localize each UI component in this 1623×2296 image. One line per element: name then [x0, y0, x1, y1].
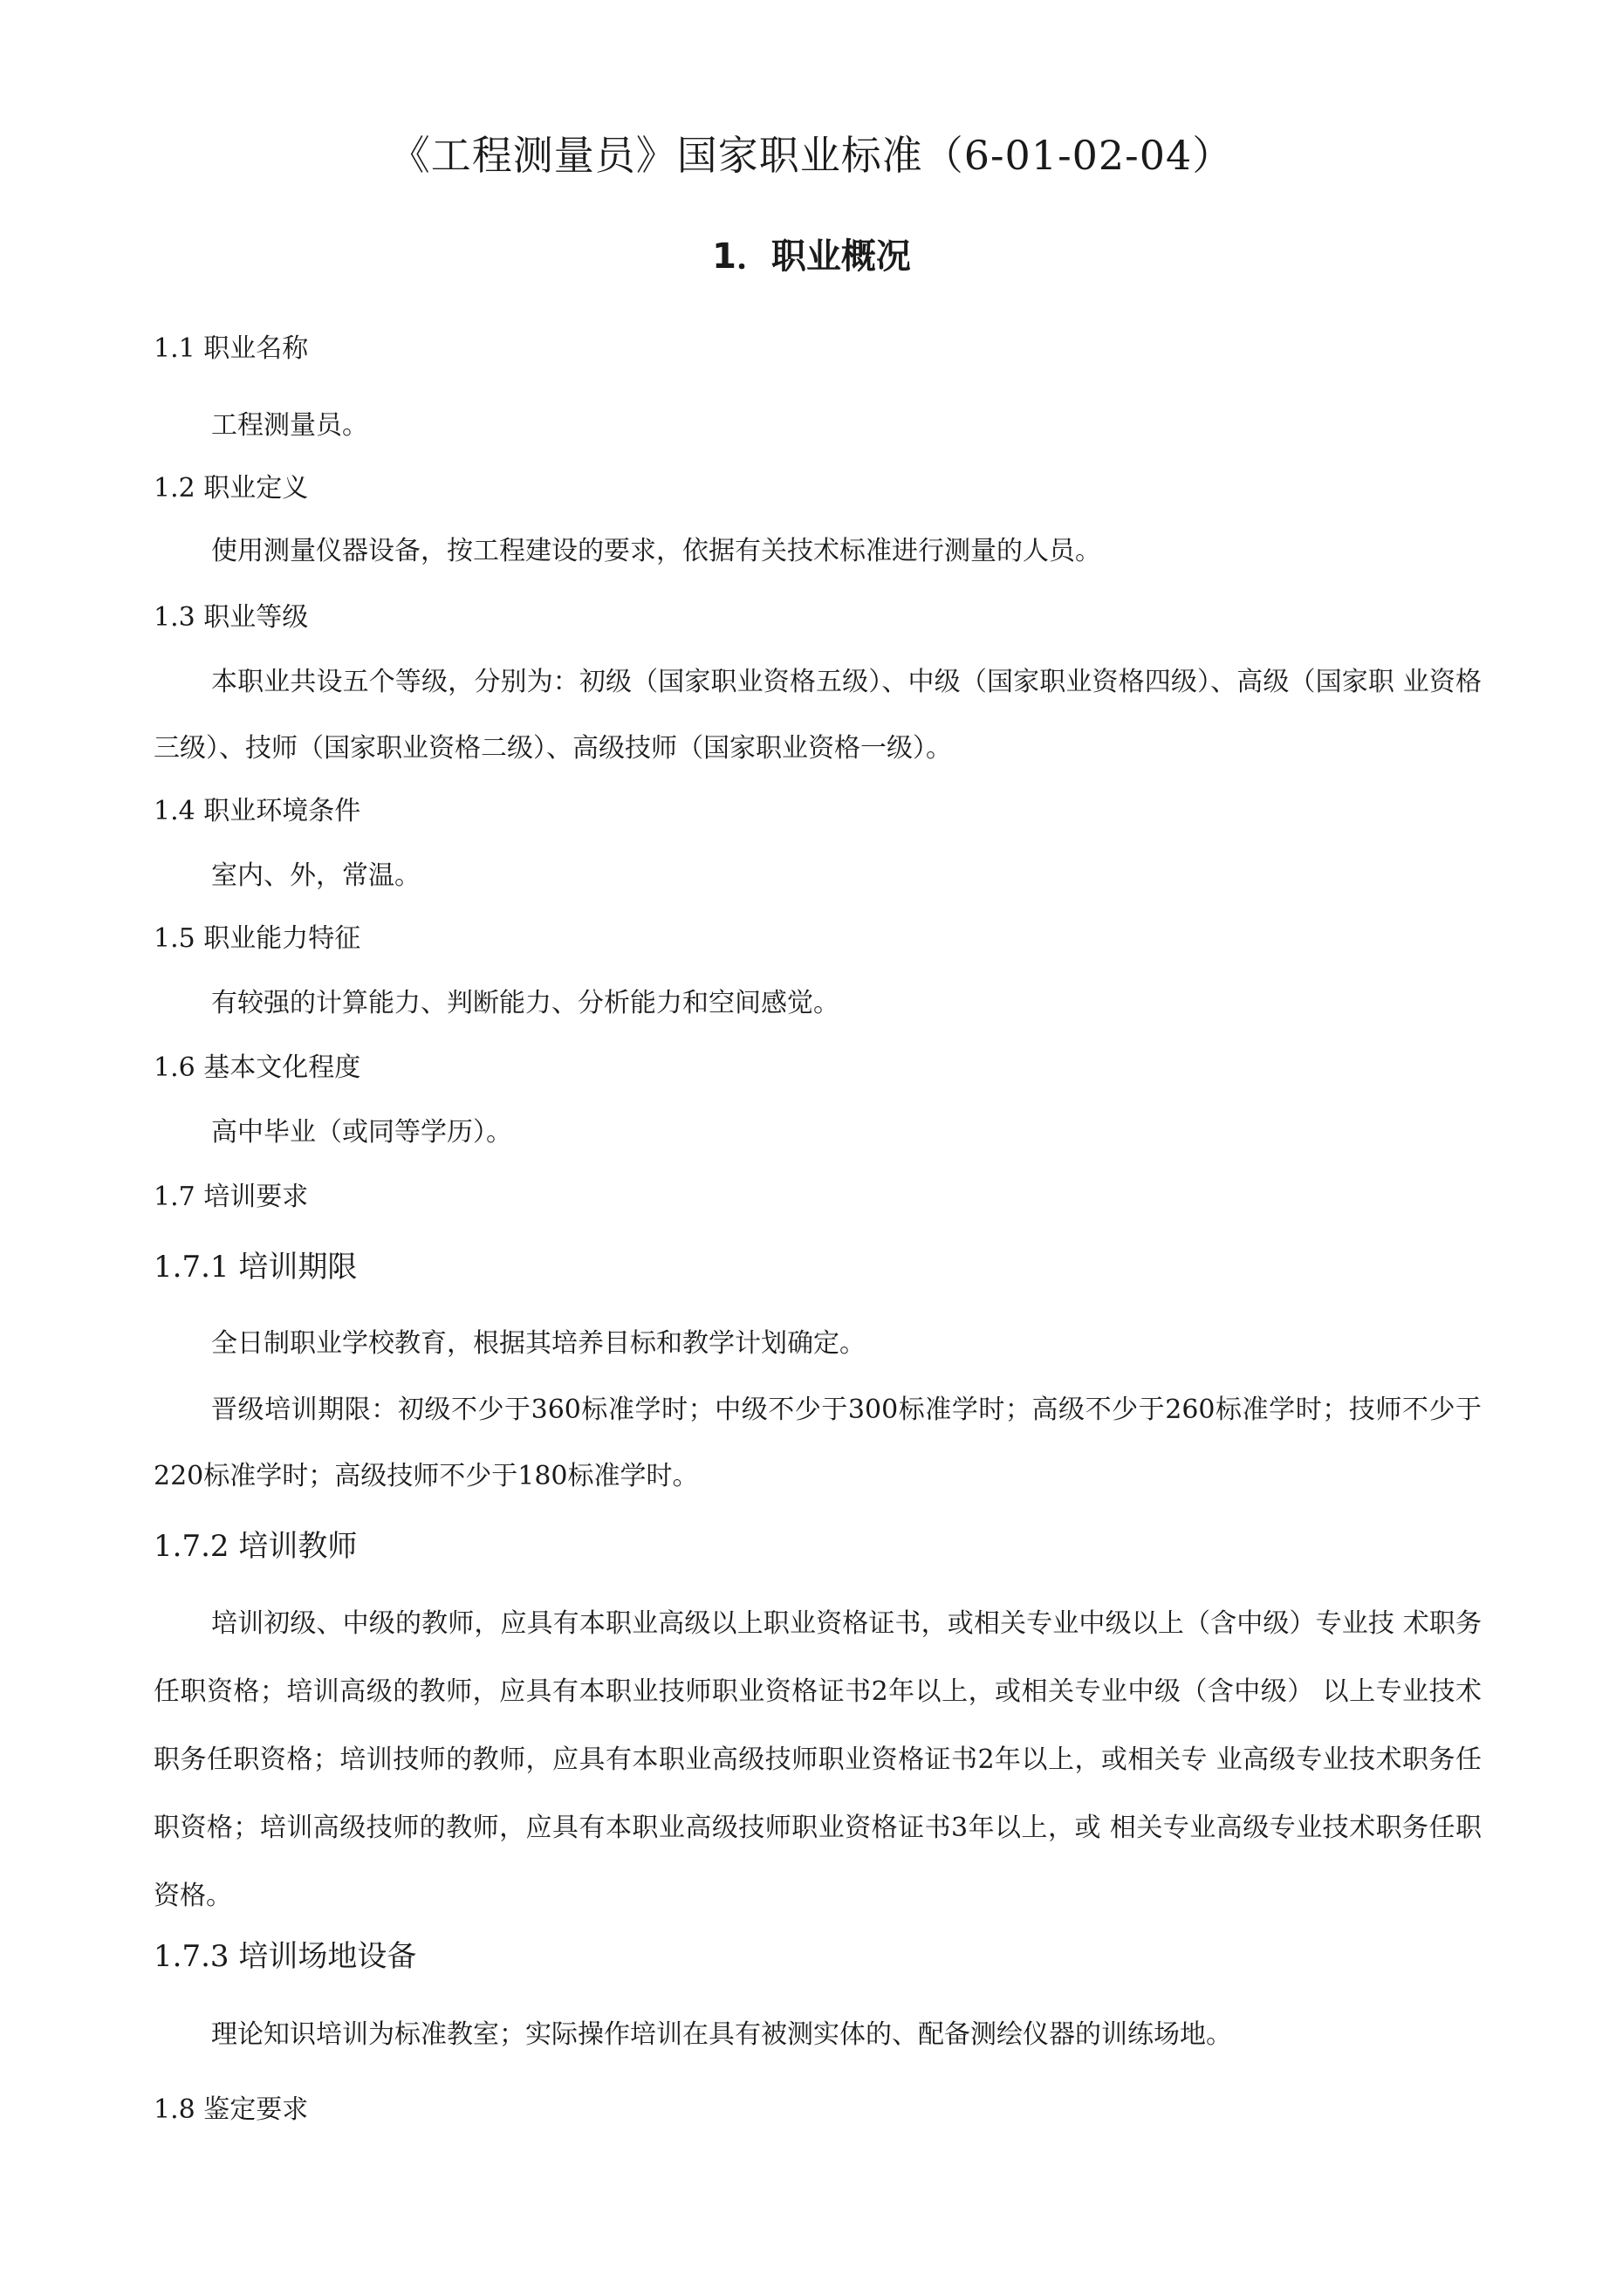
paragraph-1-4: 室内、外，常温。: [211, 860, 421, 891]
heading-1-3: 1.3 职业等级: [154, 602, 309, 633]
heading-1-7: 1.7 培训要求: [154, 1182, 309, 1212]
paragraph-1-1: 工程测量员。: [211, 410, 368, 441]
paragraph-1-7-2: 培训初级、中级的教师，应具有本职业高级以上职业资格证书，或相关专业中级以上（含中级）专业技 术职务任职资格；培训高级的教师，应具有本职业技师职业资格证书2年以上，或相关专业中级（含中级） 以上专业技术职务任职资格；培训技师的教师，应具有本职业高级技师职业资格证书2年以上，或相关专 业高级专业技术职务任职资格；培训高级技师的教师，应具有本职业高级技师职业资格证书3年以上，或 相关专业高级专业技术职务任职资格。: [154, 1608, 1482, 1911]
paragraph-1-3: 本职业共设五个等级，分别为：初级（国家职业资格五级）、中级（国家职业资格四级）、高级（国家职 业资格三级）、技师（国家职业资格二级）、高级技师（国家职业资格一级）。: [154, 667, 1482, 764]
paragraph-1-7-1-b: 晋级培训期限：初级不少于360标准学时；中级不少于300标准学时；高级不少于260标准学时；技师不少于220标准学时；高级技师不少于180标准学时。: [154, 1395, 1482, 1491]
heading-1-7-2: 1.7.2 培训教师: [154, 1529, 358, 1564]
heading-1-4: 1.4 职业环境条件: [154, 796, 361, 826]
chapter-title: 1．职业概况: [712, 236, 911, 277]
heading-1-5: 1.5 职业能力特征: [154, 923, 361, 954]
paragraph-1-2: 使用测量仪器设备，按工程建设的要求，依据有关技术标准进行测量的人员。: [211, 536, 1101, 566]
paragraph-1-6: 高中毕业（或同等学历）。: [211, 1117, 512, 1148]
heading-1-1: 1.1 职业名称: [154, 333, 309, 364]
paragraph-1-5: 有较强的计算能力、判断能力、分析能力和空间感觉。: [211, 988, 839, 1018]
heading-1-8: 1.8 鉴定要求: [154, 2094, 309, 2125]
heading-1-6: 1.6 基本文化程度: [154, 1052, 361, 1083]
paragraph-1-7-3: 理论知识培训为标准教室；实际操作培训在具有被测实体的、配备测绘仪器的训练场地。: [211, 2019, 1232, 2050]
paragraph-1-7-1-a: 全日制职业学校教育，根据其培养目标和教学计划确定。: [211, 1328, 866, 1359]
heading-1-2: 1.2 职业定义: [154, 473, 309, 504]
document-title: 《工程测量员》国家职业标准（6-01-02-04）: [389, 132, 1234, 179]
heading-1-7-3: 1.7.3 培训场地设备: [154, 1939, 417, 1974]
heading-1-7-1: 1.7.1 培训期限: [154, 1250, 358, 1285]
